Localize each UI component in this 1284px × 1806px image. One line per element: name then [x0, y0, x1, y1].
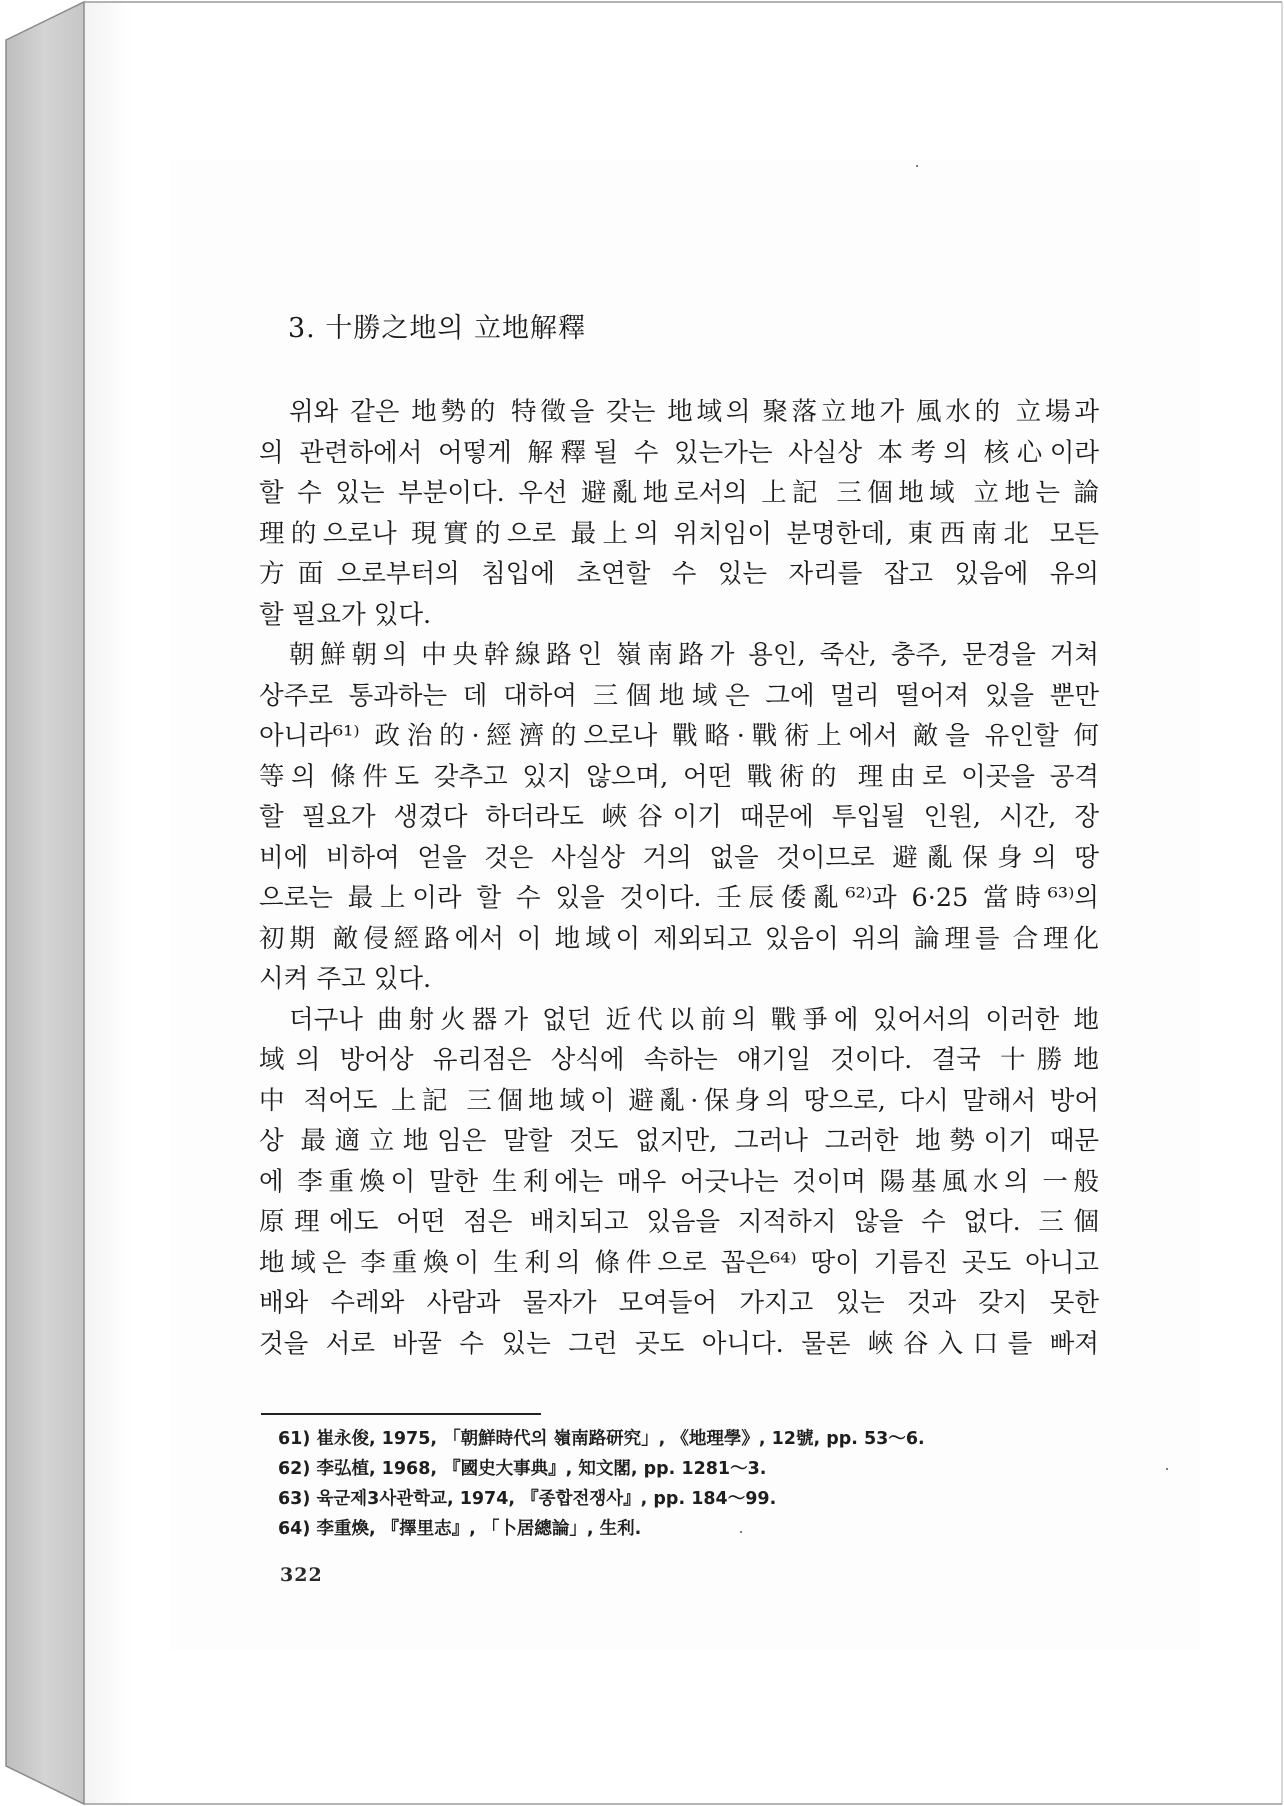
text-line: 시켜 주고 있다.: [259, 964, 432, 994]
text-line: 의 관련하에서 어떻게 解釋될 수 있는가는 사실상 本考의 核心이라: [259, 437, 1099, 468]
text-line: 할 필요가 생겼다 하더라도 峽谷이기 때문에 투입될 인원, 시간, 장: [259, 802, 1099, 832]
text-line: 朝鮮朝의 中央幹線路인 嶺南路가 용인, 죽산, 충주, 문경을 거쳐: [289, 640, 1099, 670]
body-text: [259, 392, 1099, 1364]
text-line: 中 적어도 上記 三個地域이 避亂·保身의 땅으로, 다시 말해서 방어: [259, 1085, 1099, 1116]
footnotes: [278, 1424, 1078, 1544]
scan-speck: [916, 165, 918, 167]
section-title: 3. 十勝之地의 立地解釋: [288, 313, 587, 344]
text-line: 배와 수레와 사람과 물자가 모여들어 가지고 있는 것과 갖지 못한: [259, 1288, 1099, 1318]
text-line: 비에 비하여 얻을 것은 사실상 거의 없을 것이므로 避亂保身의 땅: [259, 842, 1099, 873]
text-line: 할 필요가 있다.: [259, 599, 432, 630]
scan-speck: [1166, 1468, 1168, 1470]
text-line: 에 李重煥이 말한 生利에는 매우 어긋나는 것이며 陽基風水의 一般: [259, 1166, 1099, 1197]
text-line: 原理에도 어떤 점은 배치되고 있음을 지적하지 않을 수 없다. 三個: [259, 1207, 1099, 1237]
text-line: 域의 방어상 유리점은 상식에 속하는 얘기일 것이다. 결국 十勝地: [259, 1045, 1099, 1075]
text-line: 상 最適立地임은 말할 것도 없지만, 그러나 그러한 地勢이기 때문: [259, 1126, 1099, 1156]
page-number: 322: [280, 1564, 323, 1586]
footnote-divider: [261, 1413, 541, 1415]
text-line: 方面으로부터의 침입에 초연할 수 있는 자리를 잡고 있음에 유의: [259, 559, 1099, 589]
text-line: 理的으로나 現實的으로 最上의 위치임이 분명한데, 東西南北 모든: [259, 518, 1099, 549]
footnote-61: 61) 崔永俊, 1975, 「朝鮮時代의 嶺南路研究」, 《地理學》, 12號, pp. 53～6.: [278, 1429, 925, 1449]
footnote-62: 62) 李弘植, 1968, 『國史大事典』, 知文閣, pp. 1281～3.: [278, 1459, 767, 1479]
text-line: 아니라⁶¹⁾ 政治的·經濟的으로나 戰略·戰術上에서 敵을 유인할 何: [259, 721, 1099, 751]
footnote-63: 63) 육군제3사관학교, 1974, 『종합전쟁사』, pp. 184～99.: [278, 1489, 777, 1509]
footnote-64: 64) 李重煥, 『擇里志』, 「卜居總論」, 生利.: [278, 1519, 642, 1539]
text-line: 할 수 있는 부분이다. 우선 避亂地로서의 上記 三個地域 立地는 論: [259, 478, 1099, 508]
text-line: 상주로 통과하는 데 대하여 三個地域은 그에 멀리 떨어져 있을 뿐만: [259, 680, 1099, 711]
text-line: 等의 條件도 갖추고 있지 않으며, 어떤 戰術的 理由로 이곳을 공격: [259, 761, 1099, 792]
text-line: 初期 敵侵經路에서 이 地域이 제외되고 있음이 위의 論理를 合理化: [259, 923, 1099, 954]
text-line: 더구나 曲射火器가 없던 近代以前의 戰爭에 있어서의 이러한 地: [289, 1004, 1099, 1035]
text-line: 위와 같은 地勢的 特徵을 갖는 地域의 聚落立地가 風水的 立場과: [289, 397, 1099, 427]
text-line: 으로는 最上이라 할 수 있을 것이다. 壬辰倭亂⁶²⁾과 6·25 當時⁶³⁾의: [259, 883, 1099, 913]
text-line: 地域은 李重煥이 生利의 條件으로 꼽은⁶⁴⁾ 땅이 기름진 곳도 아니고: [259, 1247, 1099, 1278]
text-line: 것을 서로 바꿀 수 있는 그런 곳도 아니다. 물론 峽谷入口를 빠져: [259, 1328, 1099, 1359]
